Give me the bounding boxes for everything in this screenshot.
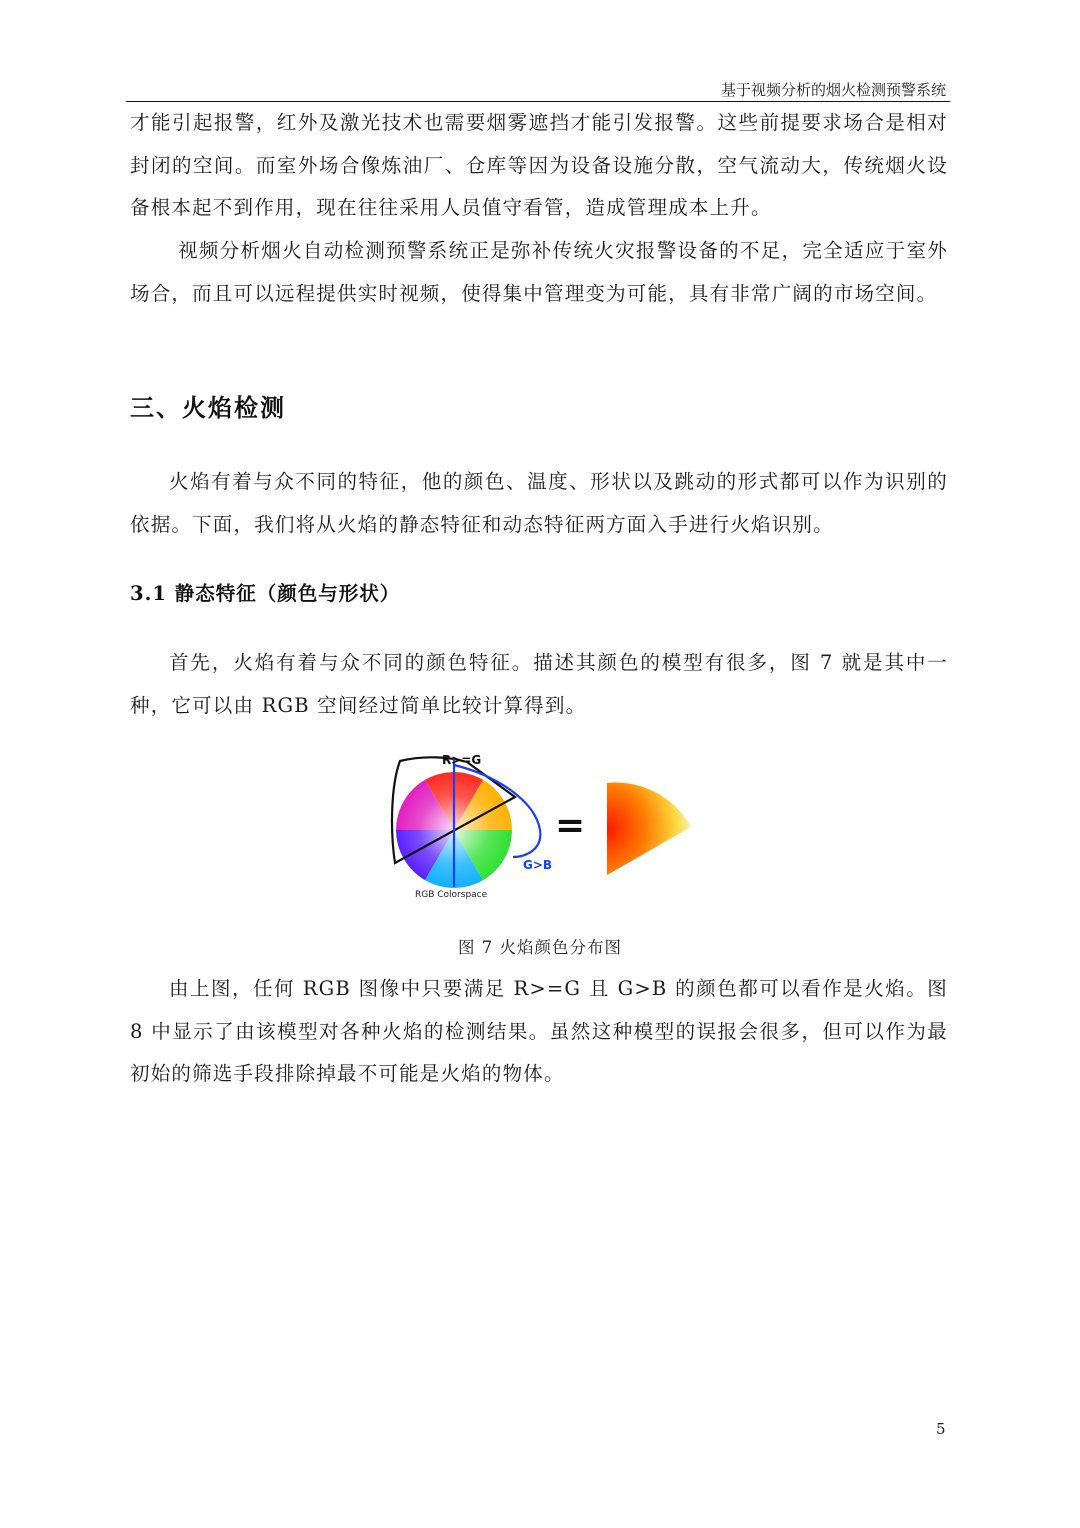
label-rgb-colorspace: RGB Colorspace [415, 890, 488, 900]
flame-color-region [607, 783, 691, 875]
page-header [126, 76, 950, 102]
equals-sign: = [555, 805, 586, 846]
label-r-ge-g: R>=G [442, 753, 482, 767]
paragraph-1: 才能引起报警，红外及激光技术也需要烟雾遮挡才能引发报警。这些前提要求场合是相对封闭的空间。而室外场合像炼油厂、仓库等因为设备设施分散，空气流动大，传统烟火设备根本起不到作用，现在往往采用人员值守看管，造成管理成本上升。 [130, 111, 948, 219]
figure-caption: 图 7 火焰颜色分布图 [458, 938, 622, 957]
flame-color-figure [385, 745, 705, 905]
paragraph-3: 火焰有着与众不同的特征，他的颜色、温度、形状以及跳动的形式都可以作为识别的依据。下面，我们将从火焰的静态特征和动态特征两方面入手进行火焰识别。 [130, 470, 948, 536]
paragraph-4: 首先，火焰有着与众不同的颜色特征。描述其颜色的模型有很多，图 7 就是其中一种，它可以由 RGB 空间经过简单比较计算得到。 [130, 651, 948, 717]
paragraph-2: 视频分析烟火自动检测预警系统正是弥补传统火灾报警设备的不足，完全适应于室外场合，而且可以远程提供实时视频，使得集中管理变为可能，具有非常广阔的市场空间。 [130, 239, 948, 305]
header-title: 基于视频分析的烟火检测预警系统 [720, 81, 946, 99]
page-number: 5 [936, 1420, 946, 1438]
subsection-heading: 3.1 静态特征（颜色与形状） [130, 582, 401, 605]
section-heading: 三、火焰检测 [130, 393, 286, 422]
paragraph-5: 由上图，任何 RGB 图像中只要满足 R>=G 且 G>B 的颜色都可以看作是火焰。图 8 中显示了由该模型对各种火焰的检测结果。虽然这种模型的误报会很多，但可以作为最初始的筛选手段排除掉最不可能是火焰的物体。 [130, 977, 948, 1085]
rgb-colorspace-diagram [385, 745, 705, 905]
label-g-gt-b: G>B [523, 858, 553, 872]
